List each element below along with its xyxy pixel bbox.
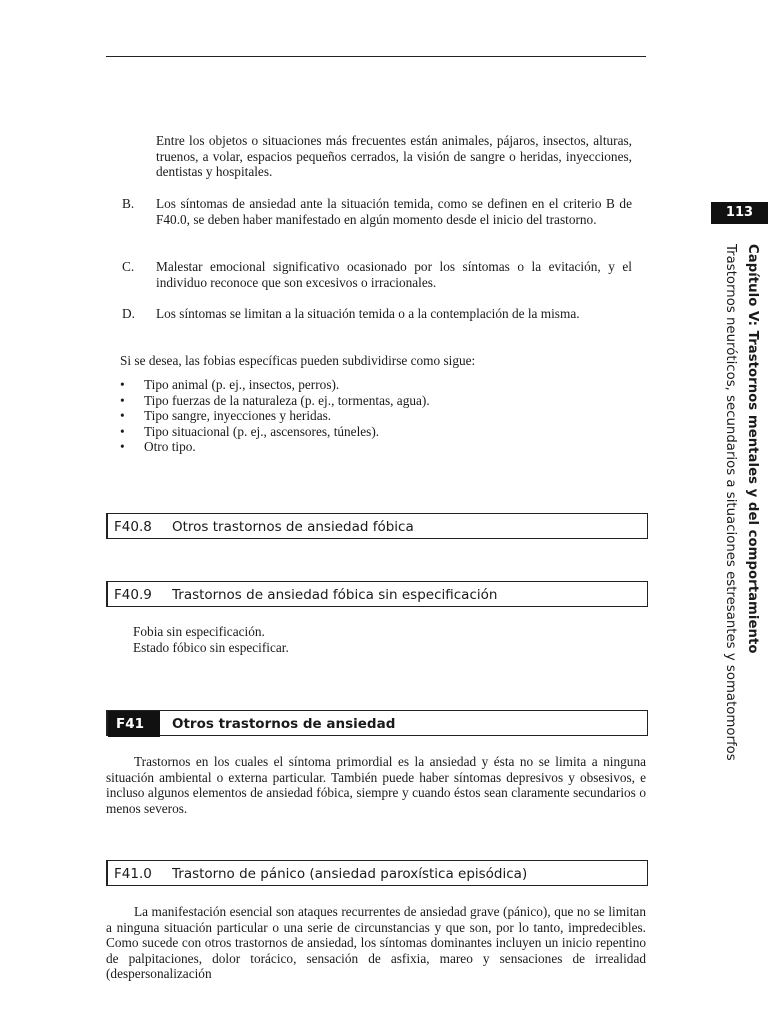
f410-paragraph: La manifestación esencial son ataques recurrentes de ansiedad grave (pánico), que no se limitan a ninguna situación particular o una serie de circunstancias y que son, por lo tanto, impredecibles. Como sucede con otros trastornos de ansiedad, los síntomas dominantes incluyen un inicio repentino de palpitaciones, dolor torácico, sensación de asfixia, mareo y sensaciones de irrealidad (despersonalización: [106, 904, 646, 981]
list-item: • Tipo fuerzas de la naturaleza (p. ej., tormentas, agua).: [120, 392, 430, 408]
intro-paragraph: Entre los objetos o situaciones más frecuentes están animales, pájaros, insectos, alturas, truenos, a volar, espacios pequeños cerrados, la visión de sangre o heridas, inyecciones, dentistas y hospitales.: [156, 133, 632, 179]
section-heading-f41: [106, 710, 648, 736]
criterion-letter: B.: [122, 196, 135, 211]
section-code: F40.8: [114, 519, 152, 535]
section-code: F40.9: [114, 587, 152, 603]
top-rule: [106, 56, 646, 57]
specific-phobia-types-list: [120, 377, 430, 455]
subdivide-intro: Si se desea, las fobias específicas pueden subdividirse como sigue:: [120, 353, 476, 368]
criterion-text: Los síntomas de ansiedad ante la situación temida, como se definen en el criterio B de F40.0, se deben haber manifestado en algún momento desde el inicio del trastorno.: [156, 196, 632, 227]
section-title: Trastorno de pánico (ansiedad paroxística episódica): [172, 866, 528, 882]
page-number-tab: 113: [711, 202, 768, 224]
section-heading-f410: [106, 860, 648, 886]
f409-line-1: Fobia sin especificación.: [133, 624, 265, 639]
section-code: F41.0: [114, 866, 152, 882]
section-heading-f409: [106, 581, 648, 607]
f409-line-2: Estado fóbico sin especificar.: [133, 640, 289, 655]
list-item: • Tipo situacional (p. ej., ascensores, túneles).: [120, 423, 380, 439]
criterion-text: Malestar emocional significativo ocasionado por los síntomas o la evitación, y el individuo reconoce que son excesivos o irracionales.: [156, 259, 632, 290]
section-code: F41: [108, 711, 160, 737]
list-item: • Tipo animal (p. ej., insectos, perros).: [120, 377, 340, 392]
list-item: • Tipo sangre, inyecciones y heridas.: [120, 408, 332, 423]
section-heading-f408: [106, 513, 648, 539]
section-title: Otros trastornos de ansiedad: [172, 716, 396, 732]
criterion-letter: C.: [122, 259, 135, 274]
section-title: Otros trastornos de ansiedad fóbica: [172, 519, 414, 535]
chapter-heading: Capítulo V: Trastornos mentales y del comportamiento: [745, 244, 760, 654]
chapter-subtitle: Trastornos neuróticos, secundarios a situaciones estresantes y somatomorfos: [723, 244, 738, 761]
f41-paragraph: Trastornos en los cuales el síntoma primordial es la ansiedad y ésta no se limita a ninguna situación ambiental o externa particular. También puede haber síntomas depresivos y obsesivos, e incluso algunos elementos de ansiedad fóbica, siempre y cuando éstos sean claramente secundarios o menos severos.: [106, 754, 646, 816]
criterion-letter: D.: [122, 306, 135, 321]
list-item: • Otro tipo.: [120, 439, 196, 454]
criterion-text: Los síntomas se limitan a la situación temida o a la contemplación de la misma.: [156, 306, 580, 321]
section-title: Trastornos de ansiedad fóbica sin especificación: [172, 587, 498, 603]
